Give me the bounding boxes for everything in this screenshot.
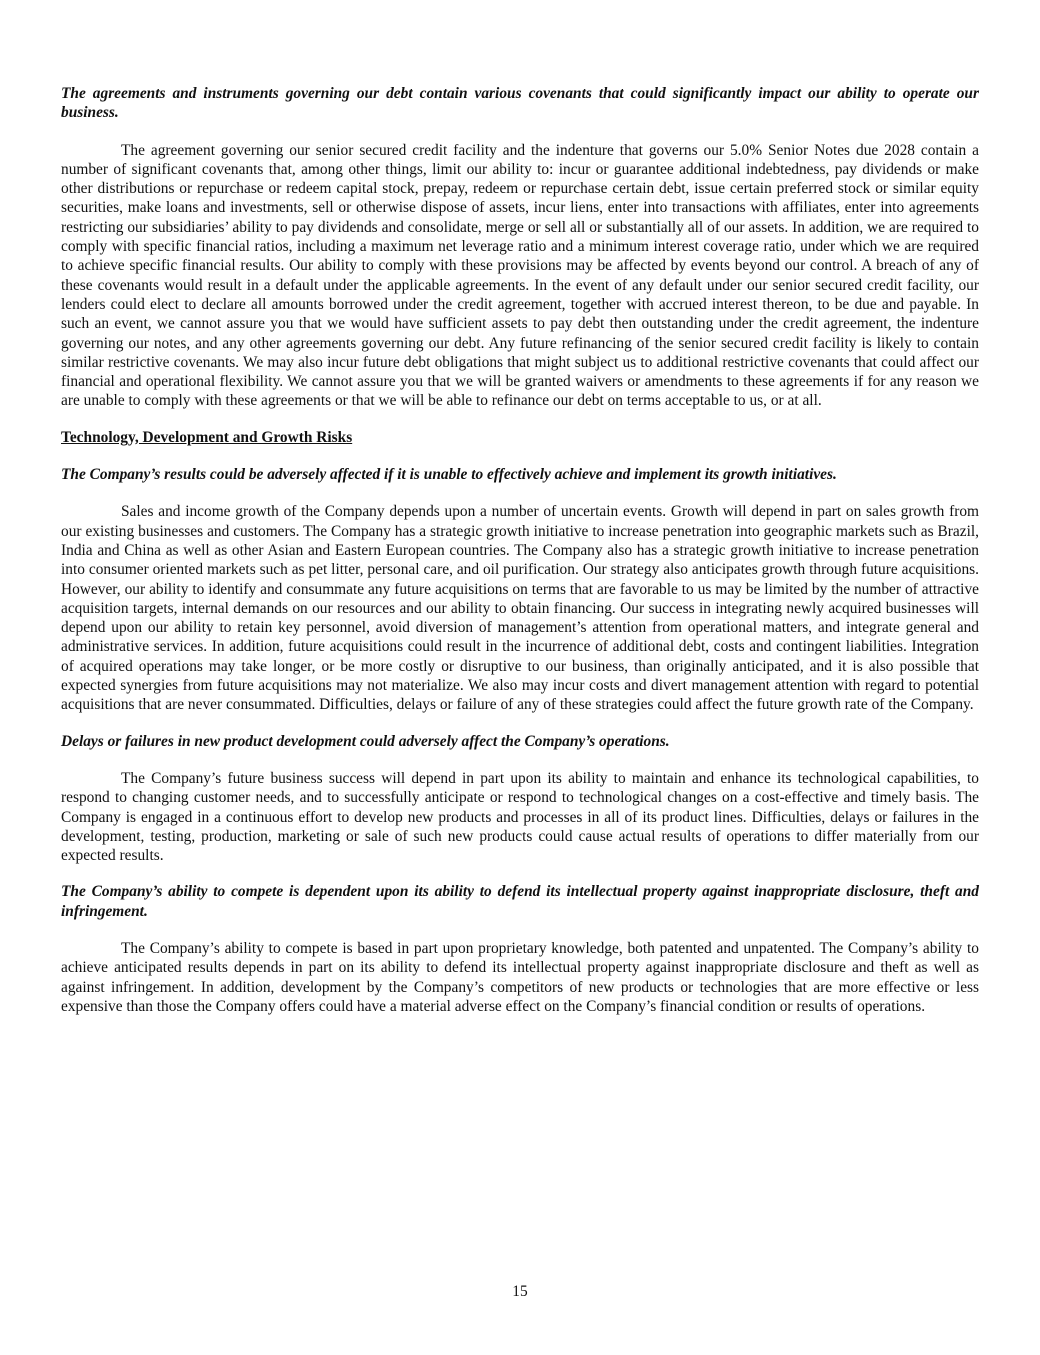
risk-heading-product-development: Delays or failures in new product development could adversely affect the Company’s operations. — [61, 732, 670, 750]
paragraph-debt-covenants: The agreement governing our senior secured credit facility and the indenture that governs our 5.0% Senior Notes due 2028 contain a number of significant covenants that, among other things, limit our ability to: incur or guarantee additional indebtedness, pay dividends or make other distributions or repurchase or redeem capital stock, prepay, redeem or repurchase certain debt, issue certain preferred stock or similar equity securities, make loans and investments, sell or otherwise dispose of assets, incur liens, enter into transactions with affiliates, enter into agreements restricting our subsidiaries’ ability to pay dividends and consolidate, merge or sell all or substantially all of our assets. In addition, we are required to comply with specific financial ratios, including a maximum net leverage ratio and a minimum interest coverage ratio, under which we are required to achieve specific financial results. Our ability to comply with these provisions may be affected by events beyond our control. A breach of any of these covenants would result in a default under the applicable agreements. In the event of any default under our senior secured credit facility, our lenders could elect to declare all amounts borrowed under the credit agreement, together with accrued interest thereon, to be due and payable. In such an event, we cannot assure you that we would have sufficient assets to pay debt then outstanding under the credit agreement, the indenture governing our notes, and any other agreements governing our debt. Any future refinancing of the senior secured credit facility is likely to contain similar restrictive covenants. We may also incur future debt obligations that might subject us to additional restrictive covenants that could affect our financial and operational flexibility. We cannot assure you that we will be granted waivers or amendments to these agreements if for any reason we are unable to comply with these agreements or that we will be able to refinance our debt on terms acceptable to us, or at all. — [61, 141, 979, 410]
paragraph-growth: Sales and income growth of the Company depends upon a number of uncertain events. Growth will depend in part on sales growth from our existing businesses and customers. The Company has a strategic growth initiative to increase penetration into geographic markets such as Brazil, India and China as well as other Asian and Eastern European countries. The Company also has a strategic growth initiative to increase penetration into consumer oriented markets such as pet litter, personal care, and oil purification. Our strategy also anticipates growth through future acquisitions. However, our ability to identify and consummate any future acquisitions on terms that are favorable to us may be limited by the number of attractive acquisition targets, internal demands on our resources and our ability to obtain financing. Our success in integrating newly acquired businesses will depend upon our ability to retain key personnel, avoid diversion of management’s attention from operational matters, and integrate general and administrative services. In addition, future acquisitions could result in the incurrence of additional debt, costs and contingent liabilities. Integration of acquired operations may take longer, or be more costly or disruptive to our business, than originally anticipated, and it is also possible that expected synergies from future acquisitions may not materialize. We also may incur costs and divert management attention with regard to potential acquisitions that are never consummated. Difficulties, delays or failure of any of these strategies could affect the future growth rate of the Company. — [61, 503, 979, 714]
paragraph-product-development: The Company’s future business success will depend in part upon its ability to maintain and enhance its technological capabilities, to respond to changing customer needs, and to successfully anticipate or respond to technological changes on a cost-effective and timely basis. The Company is engaged in a continuous effort to develop new products and processes in all of its product lines. Difficulties, delays or failures in the development, testing, production, marketing or sale of such new products could cause actual results of operations to differ materially from our expected results. — [61, 769, 979, 865]
risk-heading-debt-covenants: The agreements and instruments governing our debt contain various covenants that could significantly impact our ability to operate our business. — [61, 85, 979, 122]
risk-heading-intellectual-property: The Company’s ability to compete is dependent upon its ability to defend its intellectual property against inappropriate disclosure, theft and infringement. — [61, 883, 979, 920]
risk-heading-growth: The Company’s results could be adversely affected if it is unable to effectively achieve and implement its growth initiatives. — [61, 466, 837, 484]
page-number: 15 — [512, 1283, 528, 1300]
paragraph-intellectual-property: The Company’s ability to compete is based in part upon proprietary knowledge, both patented and unpatented. The Company’s ability to achieve anticipated results depends in part on its ability to defend its intellectual property against inappropriate disclosure and theft as well as against infringement. In addition, development by the Company’s competitors of new products or technologies that are more effective or less expensive than those the Company offers could have a material adverse effect on the Company’s financial condition or results of operations. — [61, 939, 979, 1015]
document-page — [61, 84, 979, 1016]
section-title: Technology, Development and Growth Risks — [61, 428, 353, 446]
